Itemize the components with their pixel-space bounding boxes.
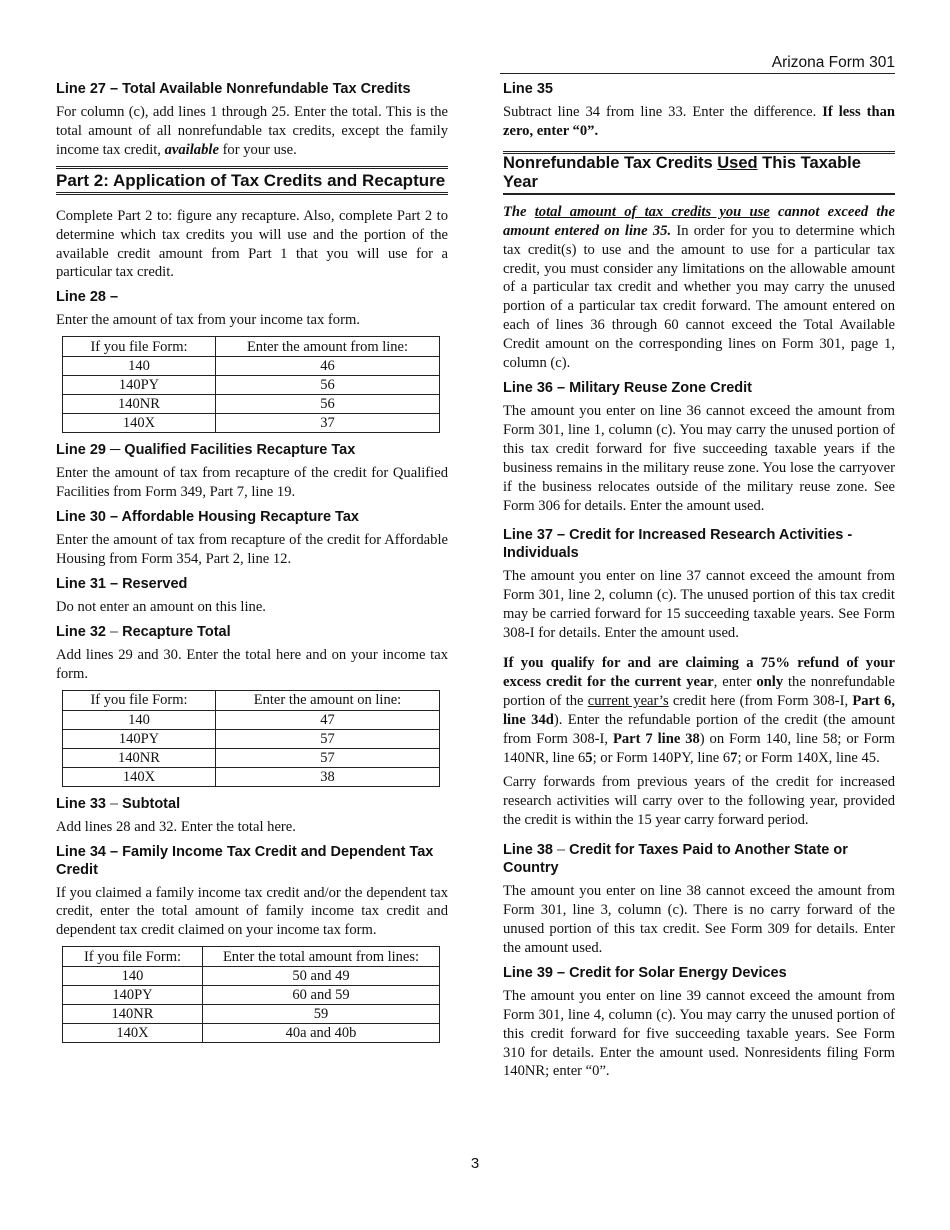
right-column xyxy=(503,80,895,1087)
table-row: 140X 38 xyxy=(63,767,440,786)
line-38-text: The amount you enter on line 38 cannot exceed the amount from Form 301, line 3, column (c). There is no carry forward of the unused portion of this tax credit. See Form 309 for details. Enter the amount used. xyxy=(503,883,895,956)
line-36-text: The amount you enter on line 36 cannot exceed the amount from Form 301, line 1, column (c). You may carry the unused portion of this tax credit forward for five succeeding taxable years if the business remains in the military reuse zone. You lose the carryover if the business relocates outside of the military reuse zone. See Form 306 for details. Enter the amount used. xyxy=(503,402,895,514)
line-33-heading: Line 33 – Subtotal xyxy=(56,795,181,812)
line-37-text: The amount you enter on line 37 cannot exceed the amount from Form 301, line 2, column (c). The unused portion of this tax credit may be carried forward for 15 succeeding taxable years. See Form 308-I for details. Enter the amount used. xyxy=(503,568,895,642)
line-35-text: Subtract line 34 from line 33. Enter the difference. If less than zero, enter “0”. xyxy=(503,104,895,139)
line-32-table xyxy=(62,690,440,787)
table-header-row: If you file Form: Enter the amount on line: xyxy=(63,690,440,710)
nonrefundable-credits-heading: Nonrefundable Tax Credits Used This Taxable Year xyxy=(503,151,895,195)
table-row: 140PY 56 xyxy=(63,376,440,395)
line-34-text: If you claimed a family income tax credit and/or the dependent tax credit, enter the total amount of family income tax credit and dependent tax credit claimed on your income tax form. xyxy=(56,884,448,939)
carry-forward-text: Carry forwards from previous years of the credit for increased research activities will carry over to the following year, provided the credit is within the 15 year carry forward period. xyxy=(503,774,895,829)
line-35-heading: Line 35 xyxy=(503,81,553,97)
left-column xyxy=(56,80,448,1051)
table-row: 140NR 59 xyxy=(63,1005,440,1024)
line-37-heading: Line 37 – Credit for Increased Research Activities - Individuals xyxy=(503,527,853,562)
line-29-text: Enter the amount of tax from recapture of the credit for Qualified Facilities from Form 349, Part 7, line 19. xyxy=(56,465,448,501)
table-row: 140PY 57 xyxy=(63,729,440,748)
part-2-heading: Part 2: Application of Tax Credits and Recapture xyxy=(56,166,448,195)
table-row: 140X 40a and 40b xyxy=(63,1024,440,1043)
page-number: 3 xyxy=(470,1155,480,1172)
line-32-text: Add lines 29 and 30. Enter the total here and on your income tax form. xyxy=(56,646,448,682)
table-row: 140 50 and 49 xyxy=(63,967,440,986)
line-28-table xyxy=(62,336,440,433)
line-30-heading: Line 30 – Affordable Housing Recapture Tax xyxy=(56,509,359,526)
table-row: 140NR 56 xyxy=(63,395,440,414)
line-27-text: For column (c), add lines 1 through 25. Enter the total. This is the total amount of all nonrefundable tax credits, except the family income tax credit, available for your use. xyxy=(56,104,448,158)
table-row: 140 47 xyxy=(63,710,440,729)
table-header-row: If you file Form: Enter the amount from line: xyxy=(63,337,440,357)
line-39-text: The amount you enter on line 39 cannot exceed the amount from Form 301, line 4, column (c). You may carry the unused portion of this credit forward for five succeeding taxable years. See Form 310 for details. Enter the amount used. Nonresidents filing Form 140NR; enter “0”. xyxy=(503,987,895,1080)
line-34-table xyxy=(62,946,440,1043)
line-32-heading: Line 32 – Recapture Total xyxy=(56,623,231,640)
line-28-text: Enter the amount of tax from your income tax form. xyxy=(56,312,360,329)
nonrefundable-credits-text: The total amount of tax credits you use cannot exceed the amount entered on line 35. In order for you to determine which tax credit(s) to use and the amount to use for a particular tax credit, you must consider any limitations on the allowable amount of a particular tax credit and whether you may carry the unused portion of a particular tax credit forward. The amount entered on each of lines 36 through 60 cannot exceed the Total Available Credit amount on the corresponding lines on Form 301, page 1, column (c). xyxy=(503,203,895,372)
line-28-heading: Line 28 – xyxy=(56,289,119,306)
line-30-text: Enter the amount of tax from recapture of the credit for Affordable Housing from Form 354, Part 2, line 12. xyxy=(56,532,448,567)
part-2-text: Complete Part 2 to: figure any recapture. Also, complete Part 2 to determine which tax credits you will use and the portion of the available credit amount from Part 1 that you will use for a particular tax credit. xyxy=(56,207,448,281)
table-row: 140X 37 xyxy=(63,414,440,433)
table-row: 140PY 60 and 59 xyxy=(63,986,440,1005)
line-39-heading: Line 39 – Credit for Solar Energy Devices xyxy=(503,964,787,981)
line-38-heading: Line 38 – Credit for Taxes Paid to Another State or Country xyxy=(503,842,848,877)
line-31-text: Do not enter an amount on this line. xyxy=(56,598,266,615)
line-36-heading: Line 36 – Military Reuse Zone Credit xyxy=(503,379,752,396)
table-row: 140 46 xyxy=(63,357,440,376)
line-33-text: Add lines 28 and 32. Enter the total here. xyxy=(56,818,296,835)
line-27-heading: Line 27 – Total Available Nonrefundable Tax Credits xyxy=(56,81,411,97)
line-37-refund-text: If you qualify for and are claiming a 75% refund of your excess credit for the current year, enter only the nonrefundable portion of the current year’s credit here (from Form 308-I, Part 6, line 34d). Enter the refundable portion of the credit (the amount from Form 308-I, Part 7 line 38) on Form 140, line 58; or Form 140NR, line 65; or Form 140PY, line 67; or Form 140X, line 45. xyxy=(503,655,896,766)
line-31-heading: Line 31 – Reserved xyxy=(56,575,188,592)
table-row: 140NR 57 xyxy=(63,748,440,767)
form-header: Arizona Form 301 xyxy=(500,54,895,74)
table-header-row: If you file Form: Enter the total amount from lines: xyxy=(63,947,440,967)
line-34-heading: Line 34 – Family Income Tax Credit and Dependent Tax Credit xyxy=(56,843,434,878)
line-29-heading: Line 29 ─ Qualified Facilities Recapture Tax xyxy=(56,442,356,459)
